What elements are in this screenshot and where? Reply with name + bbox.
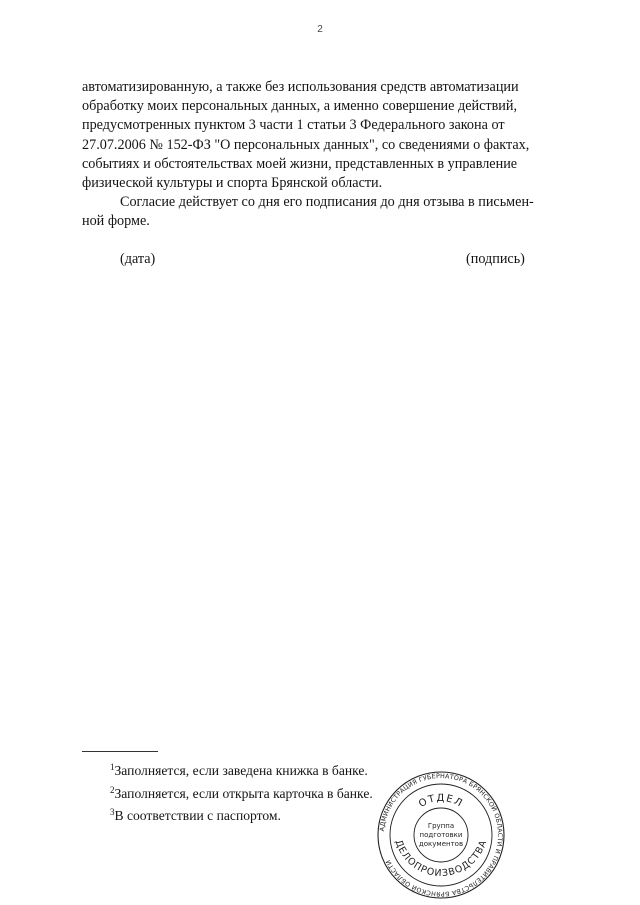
body-line: Согласие действует со дня его подписания до дня отзыва в письмен- [120,194,534,211]
footnote-mark: 3 [110,807,115,818]
stamp-bottom-arc: ДЕЛОПРОИЗВОДСТВА [392,838,490,880]
stamp-top-arc: ОТДЕЛ [417,792,465,810]
signature-label: (подпись) [466,251,525,267]
footnote-item [110,781,373,804]
body-line: обработку моих персональных данных, а именно совершение действий, [82,98,518,115]
stamp-ring-text: АДМИНИСТРАЦИЯ ГУБЕРНАТОРА БРЯНСКОЙ ОБЛАСТИ И ПРАВИТЕЛЬСТВА БРЯНСКОЙ ОБЛАСТИ [379,772,504,898]
body-line: ной форме. [82,213,150,230]
footnote-mark: 2 [110,784,115,795]
stamp-center-line: документов [418,840,464,848]
footnote-item [110,758,373,781]
body-line: событиях и обстоятельствах моей жизни, представленных в управление [82,155,518,172]
footnote-separator [82,751,158,752]
body-line: предусмотренных пунктом 3 части 1 статьи 3 Федерального закона от [82,117,505,134]
body-line: 27.07.2006 № 152-ФЗ "О персональных данных", со сведениями о фактах, [82,136,530,153]
footnotes [110,758,373,826]
footnote-item [110,803,373,826]
page-number: 2 [317,24,323,35]
footnote-mark: 1 [110,762,115,772]
footnote-text: Заполняется, если открыта карточка в банке. [114,785,373,801]
footnote-text: Заполняется, если заведена книжка в банке. [114,763,368,778]
footnote-text: В соответствии с паспортом. [114,808,281,824]
office-stamp [373,771,509,899]
consent-body [82,78,576,232]
body-line: физической культуры и спорта Брянской области. [82,175,383,192]
date-label: (дата) [120,251,156,267]
body-line: автоматизированную, а также без использования средств автоматизации [82,79,519,95]
stamp-center-line: подготовки [419,831,463,839]
stamp-center-line: Группа [427,822,455,830]
